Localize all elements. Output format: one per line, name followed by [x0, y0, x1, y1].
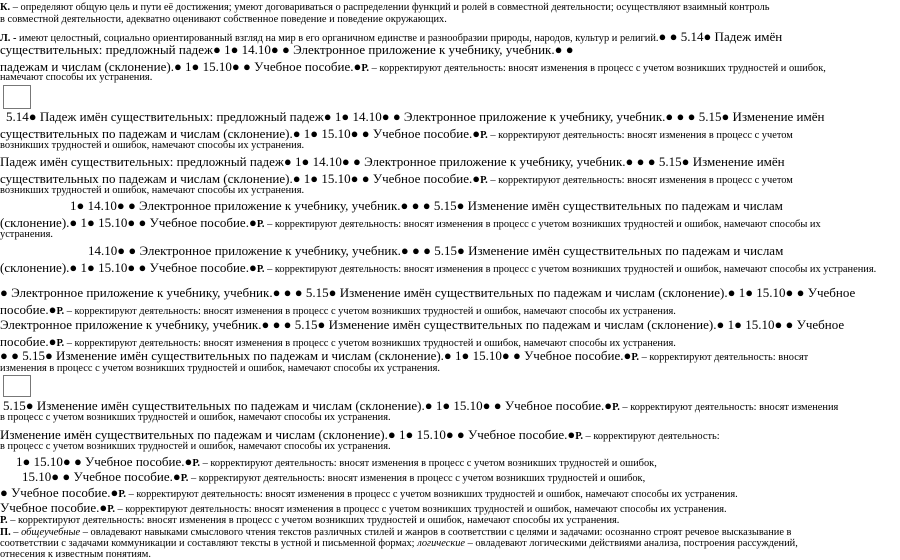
- r7-b: изменения в процесс с учетом возникших трудностей и ошибок, намечают способы их устранения.: [0, 363, 440, 374]
- l-label: Л. -: [0, 33, 17, 44]
- r2-a: Падеж имён существительных: предложный падеж● 1● 14.10● ● Электронное приложение к учебнику, учебник.● ● ● 5.15● Изменение имён: [0, 154, 785, 169]
- r6-a: Электронное приложение к учебнику, учебник.● ● ● 5.15● Изменение имён существительных по падежам и числам (склонение).● 1● 15.10● ● Учебное: [0, 317, 845, 332]
- r3-c: устранения.: [0, 229, 53, 240]
- pi-line-3: отнесения к известным понятиям.: [0, 549, 151, 560]
- pi-line-1: П. – общеучебные – овладевают навыками смыслового чтения текстов различных стилей и жанров в соответствии с целями и задачами: осознанно строят речевое высказывание в: [0, 527, 792, 538]
- r10: 1● 15.10● ● Учебное пособие.●Р. – корректируют деятельность: вносят изменения в процесс с учетом возникших трудностей и ошибок,: [16, 454, 657, 469]
- pi-line-2: соответствии с задачами коммуникации и составляют тексты в устной и письменной формах; логические – овладевают логическими действиями анализа, построения рассуждений,: [0, 538, 798, 549]
- r14: Р. – корректируют деятельность: вносят изменения в процесс с учетом возникших трудностей и ошибок, намечают способы их устранения.: [0, 515, 620, 526]
- l-line: Л. - имеют целостный, социально ориентированный взгляд на мир в его органичном единстве и разнообразии природы, народов, культур и религий.● ● 5.14● Падеж имён: [0, 29, 783, 44]
- k-line-2: в совместной деятельности, адекватно оценивают собственное поведение и поведение окружающих.: [0, 14, 447, 25]
- r7-a: ● ● 5.15● Изменение имён существительных по падежам и числам (склонение).● 1● 15.10● ● Учебное пособие.●Р. – корректируют деятельность: вносят: [0, 348, 809, 363]
- r5-a: ● Электронное приложение к учебнику, учебник.● ● ● 5.15● Изменение имён существительных по падежам и числам (склонение).● 1● 15.10● ● Учебное: [0, 285, 856, 300]
- line-b-tail: намечают способы их устранения.: [0, 72, 153, 83]
- r1-c: возникших трудностей и ошибок, намечают способы их устранения.: [0, 140, 305, 151]
- r11: 15.10● ● Учебное пособие.●Р. – корректируют деятельность: вносят изменения в процесс с учетом возникших трудностей и ошибок,: [22, 469, 646, 484]
- r3-a: 1● 14.10● ● Электронное приложение к учебнику, учебник.● ● ● 5.15● Изменение имён существительных по падежам и числам: [70, 198, 783, 213]
- r3-b: (склонение).● 1● 15.10● ● Учебное пособие.●Р. – корректируют деятельность: вносят изменения в процесс с учетом возникших трудностей и ошибок, намечают способы их: [0, 215, 821, 230]
- r9-a: Изменение имён существительных по падежам и числам (склонение).● 1● 15.10● ● Учебное пособие.●Р. – корректируют деятельность:: [0, 427, 720, 442]
- r1-b: существительных по падежам и числам (склонение).● 1● 15.10● ● Учебное пособие.●Р. – корректируют деятельность: вносят изменения в процесс с учетом: [0, 126, 793, 141]
- k-label: К.: [0, 2, 11, 13]
- r12: ● Учебное пособие.●Р. – корректируют деятельность: вносят изменения в процесс с учетом возникших трудностей и ошибок, намечают способы их устранения.: [0, 485, 738, 500]
- line-a: существительных: предложный падеж● 1● 14.10● ● Электронное приложение к учебнику, учебник.● ●: [0, 42, 574, 57]
- r8-a: 5.15● Изменение имён существительных по падежам и числам (склонение).● 1● 15.10● ● Учебное пособие.●Р. – корректируют деятельность: вносят изменения: [3, 398, 839, 413]
- empty-image-box: [3, 85, 31, 109]
- line-b: падежам и числам (склонение).● 1● 15.10● ● Учебное пособие.●Р. – корректируют деятельность: вносят изменения в процесс с учетом возникших трудностей и ошибок,: [0, 59, 826, 74]
- r2-b: существительных по падежам и числам (склонение).● 1● 15.10● ● Учебное пособие.●Р. – корректируют деятельность: вносят изменения в процесс с учетом: [0, 171, 793, 186]
- r4-a: 14.10● ● Электронное приложение к учебнику, учебник.● ● ● 5.15● Изменение имён существительных по падежам и числам: [88, 243, 784, 258]
- r5-b: пособие.●Р. – корректируют деятельность: вносят изменения в процесс с учетом возникших трудностей и ошибок, намечают способы их устранения.: [0, 302, 676, 317]
- r8-b: в процесс с учетом возникших трудностей и ошибок, намечают способы их устранения.: [0, 412, 391, 423]
- pi-label: П.: [0, 527, 11, 538]
- r2-c: возникших трудностей и ошибок, намечают способы их устранения.: [0, 185, 305, 196]
- r6-b: пособие.●Р. – корректируют деятельность: вносят изменения в процесс с учетом возникших трудностей и ошибок, намечают способы их устранения.: [0, 334, 676, 349]
- k-line-1: К. – определяют общую цель и пути её достижения; умеют договариваться о распределении функций и ролей в совместной деятельности; осуществляют взаимный контроль: [0, 2, 770, 13]
- r13: Учебное пособие.●Р. – корректируют деятельность: вносят изменения в процесс с учетом возникших трудностей и ошибок, намечают способы их устранения.: [0, 500, 727, 515]
- r4-b: (склонение).● 1● 15.10● ● Учебное пособие.●Р. – корректируют деятельность: вносят изменения в процесс с учетом возникших трудностей и ошибок, намечают способы их устранения.: [0, 260, 877, 275]
- r1-a: 5.14● Падеж имён существительных: предложный падеж● 1● 14.10● ● Электронное приложение к учебнику, учебник.● ● ● 5.15● Изменение имён: [6, 109, 825, 124]
- r9-b: в процесс с учетом возникших трудностей и ошибок, намечают способы их устранения.: [0, 441, 391, 452]
- empty-image-box-2: [3, 375, 31, 397]
